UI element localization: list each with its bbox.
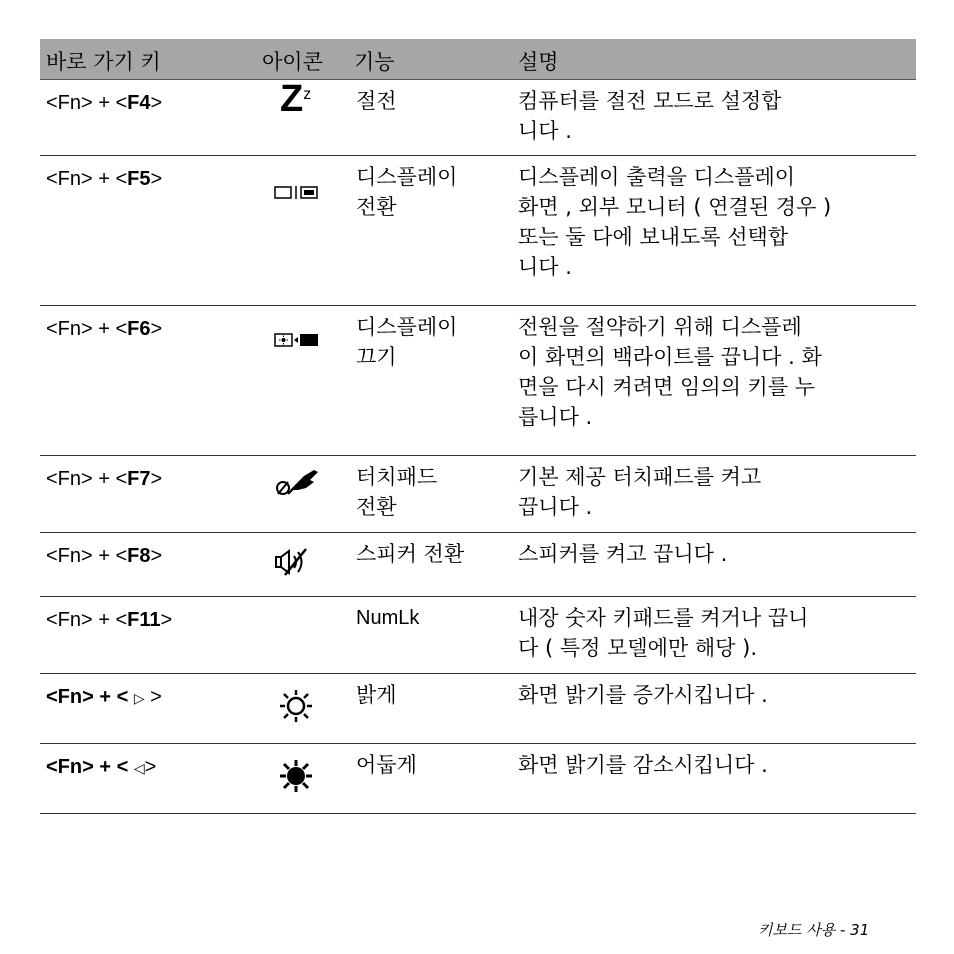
function-label: 스피커 전환 xyxy=(356,542,465,566)
description: 화면 밝기를 감소시킵니다 . xyxy=(518,753,768,777)
touchpad-toggle-icon xyxy=(274,468,320,506)
function-label: 어둡게 xyxy=(356,753,417,777)
shortcut-key: <Fn> + < ◁> xyxy=(46,756,157,778)
description: 디스플레이 출력을 디스플레이 화면 , 외부 모니터 ( 연결된 경우 ) 또는 둘 다에 보내도록 선택합 니다 . xyxy=(518,165,832,279)
function-label: 터치패드 전환 xyxy=(356,465,438,519)
function-label: 디스플레이 전환 xyxy=(356,165,458,219)
function-label: NumLk xyxy=(356,607,420,629)
table-header xyxy=(40,39,916,80)
header-desc: 설명 xyxy=(518,50,559,74)
table-row xyxy=(40,674,916,744)
shortcut-key: <Fn> + <F6> xyxy=(46,318,163,340)
function-label: 밝게 xyxy=(356,683,397,707)
table-row xyxy=(40,456,916,533)
function-label: 절전 xyxy=(356,89,397,113)
brightness-up-icon xyxy=(278,688,314,732)
description: 화면 밝기를 증가시킵니다 . xyxy=(518,683,768,707)
header-icon: 아이콘 xyxy=(262,50,323,74)
header-key: 바로 가기 키 xyxy=(46,50,161,74)
description: 전원을 절약하기 위해 디스플레 이 화면의 백라이트를 끕니다 . 화 면을 다시 켜려면 임의의 키를 누 릅니다 . xyxy=(518,315,822,429)
table-row xyxy=(40,156,916,306)
display-off-icon xyxy=(274,326,322,356)
table-row xyxy=(40,533,916,597)
shortcut-key: <Fn> + <F7> xyxy=(46,468,163,490)
shortcut-key: <Fn> + < ▷ > xyxy=(46,686,162,708)
display-toggle-icon xyxy=(274,178,322,208)
page-footer: 키보드 사용 - 31 xyxy=(758,921,870,939)
brightness-down-icon xyxy=(278,758,314,802)
sleep-icon: $Z^z$ xyxy=(280,78,312,120)
description: 스피커를 켜고 끕니다 . xyxy=(518,542,728,566)
table-row xyxy=(40,744,916,814)
table-row xyxy=(40,306,916,456)
table-row xyxy=(40,80,916,156)
table-row xyxy=(40,597,916,674)
description: 내장 숫자 키패드를 켜거나 끕니 다 ( 특정 모델에만 해당 ). xyxy=(518,606,809,660)
header-func: 기능 xyxy=(354,50,395,74)
shortcut-key: <Fn> + <F5> xyxy=(46,168,163,190)
shortcut-key: <Fn> + <F4> xyxy=(46,92,163,114)
description: 컴퓨터를 절전 모드로 설정합 니다 . xyxy=(518,89,782,143)
description: 기본 제공 터치패드를 켜고 끕니다 . xyxy=(518,465,762,519)
shortcut-key: <Fn> + <F8> xyxy=(46,545,163,567)
shortcut-key: <Fn> + <F11> xyxy=(46,609,173,631)
shortcut-table xyxy=(40,39,916,814)
speaker-mute-icon xyxy=(274,547,310,585)
function-label: 디스플레이 끄기 xyxy=(356,315,458,369)
